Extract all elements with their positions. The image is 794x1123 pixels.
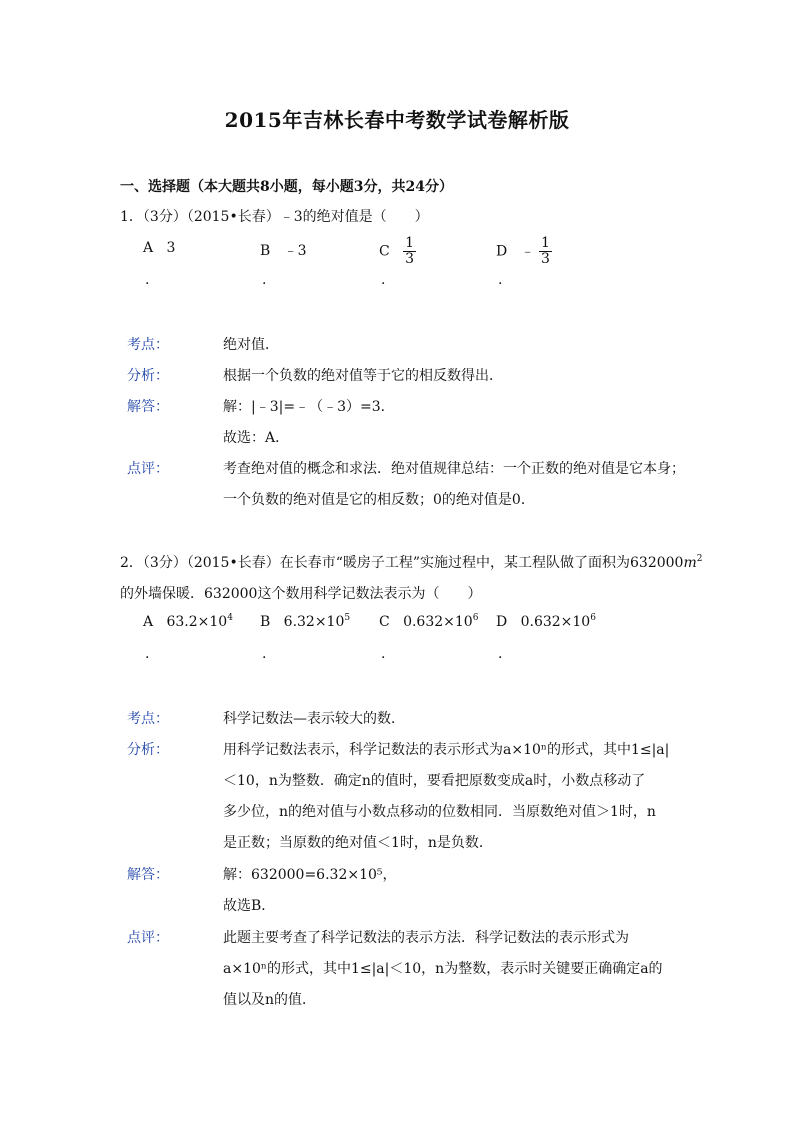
q1-jieda-line-2: 故选：A． bbox=[223, 430, 290, 446]
option-letter: A bbox=[143, 240, 154, 256]
q1-dianping-label: 点评： bbox=[127, 461, 169, 477]
question-2-stem-line-2: 的外墙保暖．632000这个数用科学记数法表示为（ ） bbox=[120, 586, 482, 602]
option-dot: . bbox=[381, 646, 386, 662]
q1-kaodian: 绝对值． bbox=[223, 337, 279, 353]
unit-m: m bbox=[683, 555, 697, 571]
option-base: 0.632×10 bbox=[403, 614, 473, 630]
option-exponent: 6 bbox=[472, 613, 479, 623]
q1-option-a bbox=[143, 240, 175, 256]
page-title: 2015年吉林长春中考数学试卷解析版 bbox=[224, 108, 570, 132]
section-heading: 一、选择题（本大题共8小题，每小题3分，共24分） bbox=[120, 179, 453, 195]
question-2-stem-line-1 bbox=[120, 552, 702, 572]
q1-kaodian-label: 考点： bbox=[127, 337, 169, 353]
q1-fenxi-label: 分析： bbox=[127, 368, 169, 384]
option-letter: C bbox=[379, 614, 390, 630]
unit-exponent: 2 bbox=[696, 554, 703, 564]
question-1-stem: 1．（3分）（2015•长春）﹣3的绝对值是（ ） bbox=[120, 209, 429, 225]
fraction bbox=[403, 236, 416, 267]
option-base: 0.632×10 bbox=[520, 614, 591, 630]
option-dot: . bbox=[498, 272, 503, 288]
fraction-numerator: 1 bbox=[405, 235, 414, 251]
q2-fenxi-line-3: 多少位，n的绝对值与小数点移动的位数相同．当原数绝对值＞1时，n bbox=[223, 804, 656, 820]
option-dot: . bbox=[145, 272, 150, 288]
fraction bbox=[539, 236, 552, 267]
q2-jieda-line-1: 解：632000=6.32×10⁵， bbox=[223, 867, 397, 883]
q2-dianping-line-2: a×10ⁿ的形式，其中1≤|a|＜10，n为整数，表示时关键要正确确定a的 bbox=[223, 961, 663, 977]
q2-dianping-label: 点评： bbox=[127, 930, 169, 946]
fraction-numerator: 1 bbox=[541, 235, 550, 251]
option-dot: . bbox=[498, 646, 503, 662]
q1-jieda-label: 解答： bbox=[127, 399, 169, 415]
q1-option-d bbox=[496, 236, 552, 267]
option-exponent: 6 bbox=[590, 613, 596, 623]
q2-kaodian-label: 考点： bbox=[127, 711, 169, 727]
option-value: 3 bbox=[166, 240, 176, 256]
option-dot: . bbox=[381, 272, 386, 288]
q2-fenxi-line-4: 是正数；当原数的绝对值＜1时，n是负数． bbox=[223, 835, 493, 851]
option-dot: . bbox=[262, 272, 267, 288]
q2-option-b bbox=[260, 614, 350, 630]
option-letter: A bbox=[143, 614, 154, 630]
q2-kaodian: 科学记数法—表示较大的数． bbox=[223, 711, 405, 727]
q2-dianping-line-3: 值以及n的值． bbox=[223, 992, 317, 1008]
q1-fenxi: 根据一个负数的绝对值等于它的相反数得出． bbox=[223, 368, 503, 384]
option-dot: . bbox=[145, 646, 150, 662]
option-letter: D bbox=[496, 614, 508, 630]
option-letter: C bbox=[379, 243, 390, 260]
fraction-denominator: 3 bbox=[541, 251, 550, 267]
option-sign: ﹣ bbox=[520, 243, 535, 260]
option-exponent: 5 bbox=[344, 613, 351, 623]
q2-dianping-line-1: 此题主要考查了科学记数法的表示方法．科学记数法的表示形式为 bbox=[223, 930, 629, 946]
q2-fenxi-line-1: 用科学记数法表示，科学记数法的表示形式为a×10ⁿ的形式，其中1≤|a| bbox=[223, 742, 670, 758]
q2-jieda-label: 解答： bbox=[127, 867, 169, 883]
q2-fenxi-line-2: ＜10，n为整数．确定n的值时，要看把原数变成a时，小数点移动了 bbox=[223, 773, 646, 789]
option-base: 63.2×10 bbox=[166, 614, 228, 630]
option-letter: B bbox=[260, 243, 271, 259]
q2-option-c bbox=[379, 614, 478, 630]
option-letter: B bbox=[260, 614, 271, 630]
q2-jieda-line-2: 故选B． bbox=[223, 898, 276, 914]
option-base: 6.32×10 bbox=[283, 614, 345, 630]
option-dot: . bbox=[262, 646, 267, 662]
q2-fenxi-label: 分析： bbox=[127, 742, 169, 758]
q1-dianping-line-2: 一个负数的绝对值是它的相反数；0的绝对值是0． bbox=[223, 492, 535, 508]
option-exponent: 4 bbox=[227, 613, 233, 623]
q1-dianping-line-1: 考查绝对值的概念和求法．绝对值规律总结：一个正数的绝对值是它本身； bbox=[223, 461, 685, 477]
fraction-denominator: 3 bbox=[405, 251, 414, 267]
q1-jieda-line-1: 解：|﹣3|=﹣（﹣3）=3． bbox=[223, 399, 395, 415]
q2-option-d bbox=[496, 614, 596, 630]
q1-option-c bbox=[379, 236, 416, 267]
option-value: ﹣3 bbox=[283, 243, 307, 259]
q2-option-a bbox=[143, 614, 233, 630]
stem-text: 2．（3分）（2015•长春）在长春市“暖房子工程”实施过程中，某工程队做了面积为632000 bbox=[120, 555, 684, 571]
option-letter: D bbox=[496, 243, 508, 260]
q1-option-b bbox=[260, 240, 307, 260]
